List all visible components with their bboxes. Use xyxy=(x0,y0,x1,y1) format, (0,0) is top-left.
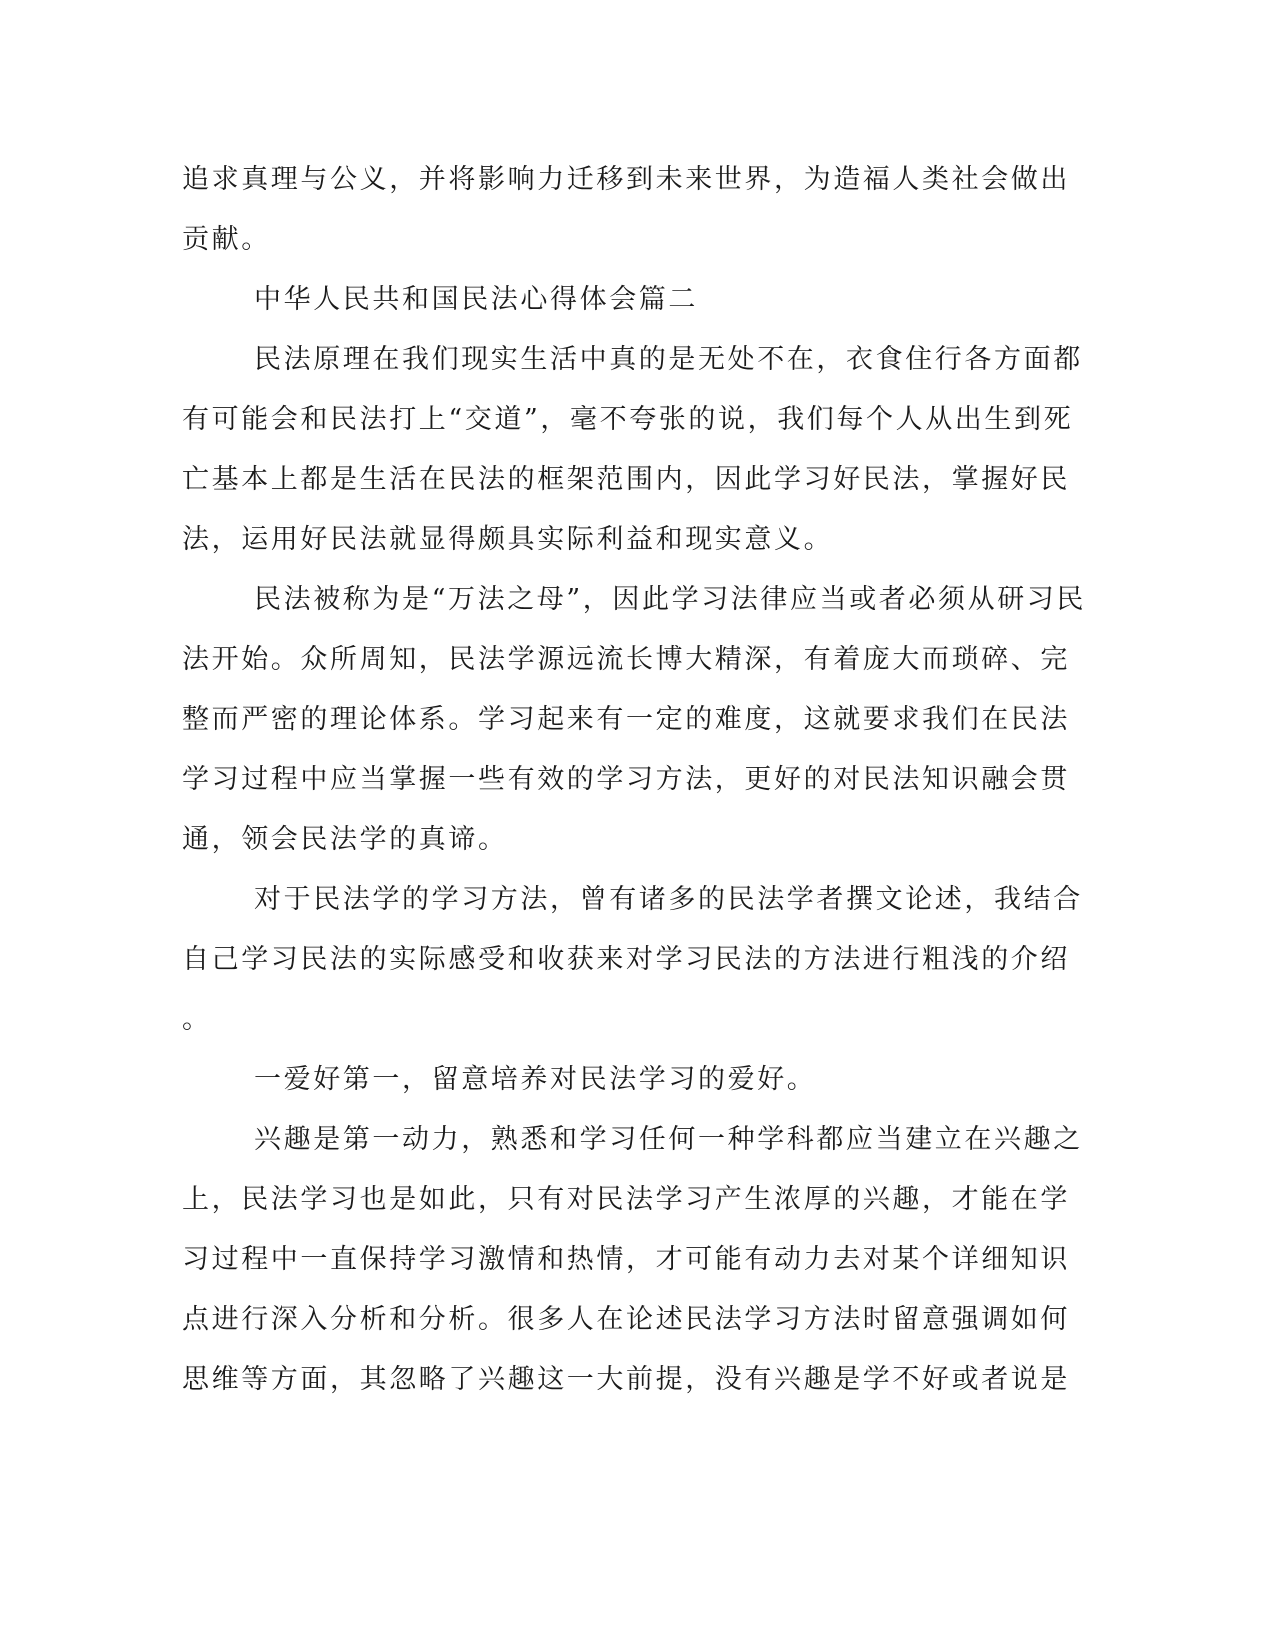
text-line: 兴趣是第一动力，熟悉和学习任何一种学科都应当建立在兴趣之 xyxy=(254,1124,1083,1155)
text-line: 民法原理在我们现实生活中真的是无处不在，衣食住行各方面都 xyxy=(254,344,1083,375)
text-line: 法开始。众所周知，民法学源远流长博大精深，有着庞大而琐碎、完 xyxy=(182,644,1070,675)
text-line: 习过程中一直保持学习激情和热情，才可能有动力去对某个详细知识 xyxy=(182,1244,1070,1275)
text-line: 一爱好第一，留意培养对民法学习的爱好。 xyxy=(254,1064,817,1095)
text-line: 追求真理与公义，并将影响力迁移到未来世界，为造福人类社会做出 xyxy=(182,164,1070,195)
text-line: 民法被称为是“万法之母”，因此学习法律应当或者必须从研习民 xyxy=(254,584,1087,615)
section-heading: 中华人民共和国民法心得体会篇二 xyxy=(254,284,698,315)
text-line: 自己学习民法的实际感受和收获来对学习民法的方法进行粗浅的介绍 xyxy=(182,944,1070,975)
text-line: 法，运用好民法就显得颇具实际利益和现实意义。 xyxy=(182,524,834,555)
text-line: 整而严密的理论体系。学习起来有一定的难度，这就要求我们在民法 xyxy=(182,704,1070,735)
text-line: 。 xyxy=(182,1004,212,1035)
text-line: 学习过程中应当掌握一些有效的学习方法，更好的对民法知识融会贯 xyxy=(182,764,1070,795)
text-line: 上，民法学习也是如此，只有对民法学习产生浓厚的兴趣，才能在学 xyxy=(182,1184,1070,1215)
text-line: 对于民法学的学习方法，曾有诸多的民法学者撰文论述，我结合 xyxy=(254,884,1083,915)
text-line: 思维等方面，其忽略了兴趣这一大前提，没有兴趣是学不好或者说是 xyxy=(182,1364,1070,1395)
document-page xyxy=(182,150,1087,1410)
text-line: 有可能会和民法打上“交道”，毫不夸张的说，我们每个人从出生到死 xyxy=(182,404,1074,435)
text-line: 点进行深入分析和分析。很多人在论述民法学习方法时留意强调如何 xyxy=(182,1304,1070,1335)
text-line: 贡献。 xyxy=(182,224,271,255)
text-line: 亡基本上都是生活在民法的框架范围内，因此学习好民法，掌握好民 xyxy=(182,464,1070,495)
text-line: 通，领会民法学的真谛。 xyxy=(182,824,508,855)
